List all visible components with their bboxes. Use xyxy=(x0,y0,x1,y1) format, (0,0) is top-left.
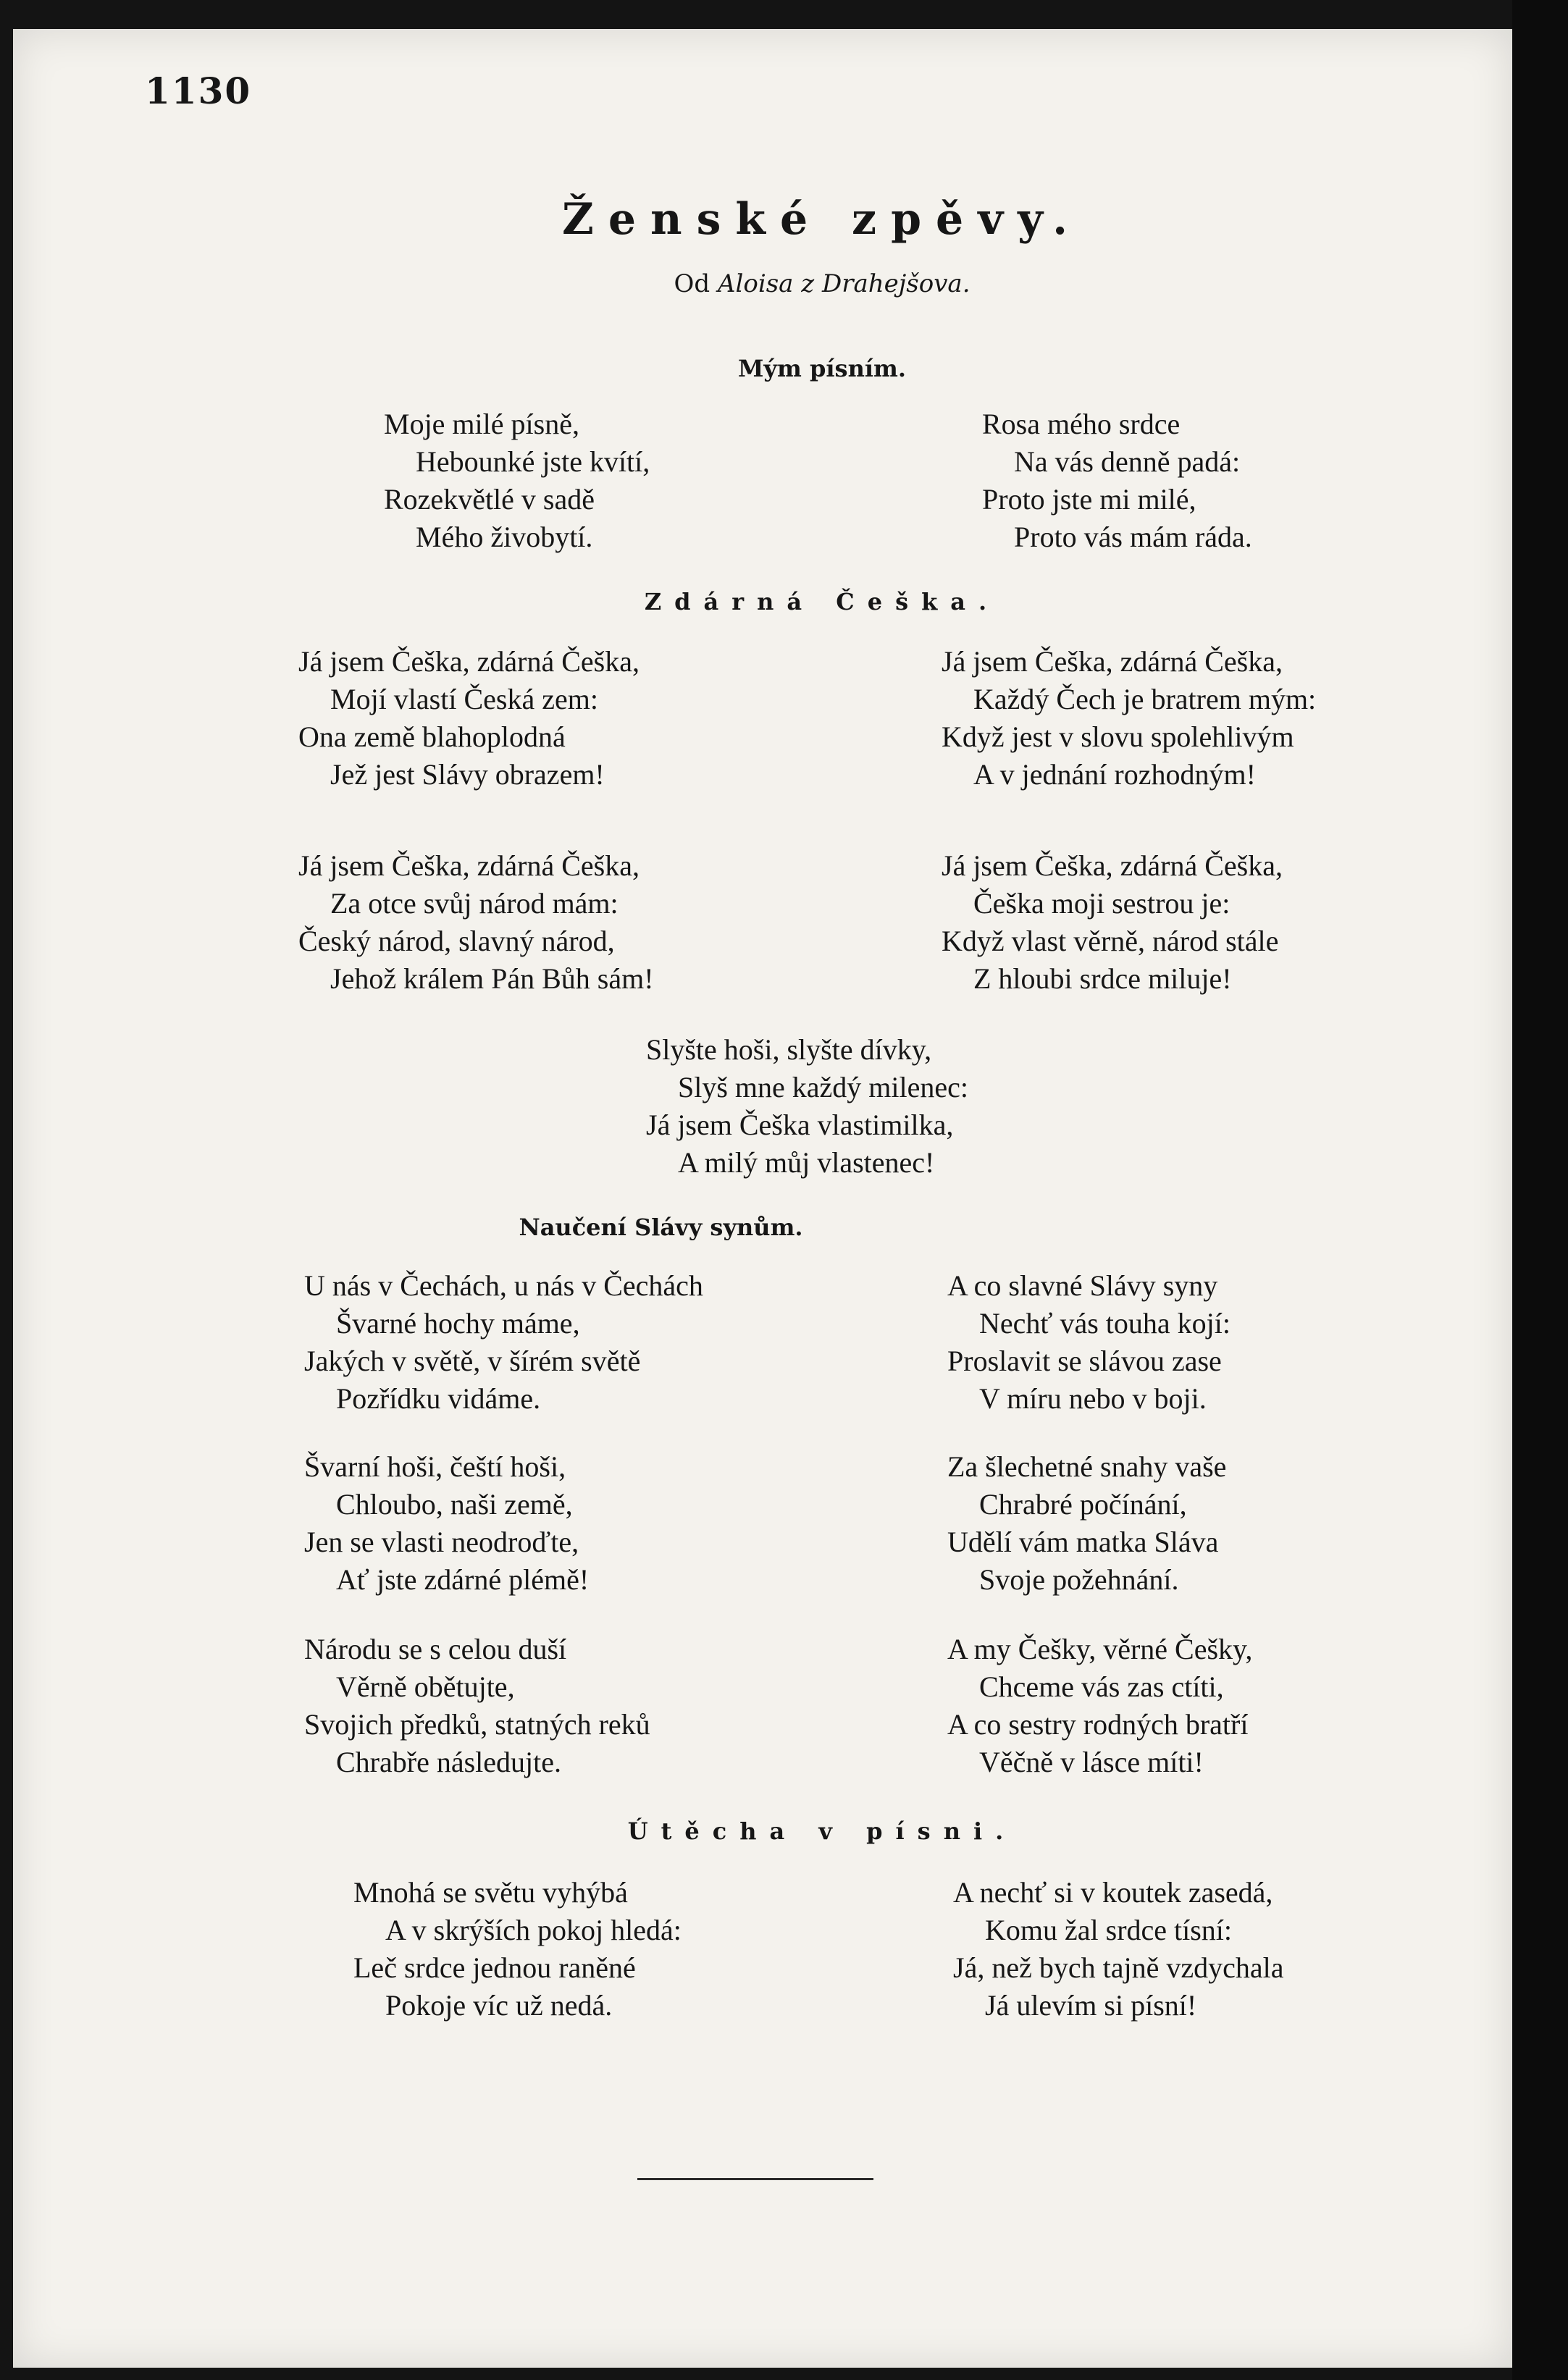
verse-line: V míru nebo v boji. xyxy=(979,1382,1207,1415)
verse-line: Proto jste mi milé, xyxy=(982,483,1196,516)
byline xyxy=(0,269,1568,298)
verse-line: Proto vás mám ráda. xyxy=(1014,521,1252,553)
stanza xyxy=(304,1631,650,1781)
verse-line: A co sestry rodných bratří xyxy=(947,1708,1249,1741)
verse-line: A v jednání rozhodným! xyxy=(973,758,1256,791)
verse-line: Každý Čech je bratrem mým: xyxy=(973,683,1317,715)
verse-line: Proslavit se slávou zase xyxy=(947,1345,1222,1377)
byline-prefix: Od xyxy=(674,269,710,298)
verse-line: Slyšte hoši, slyšte dívky, xyxy=(646,1033,932,1066)
verse-line: Mého živobytí. xyxy=(416,521,593,553)
stanza xyxy=(298,847,654,998)
verse-line: Já jsem Češka, zdárná Češka, xyxy=(298,849,640,882)
poem-title: Útěcha v písni. xyxy=(627,1817,1017,1845)
verse-line: Hebounké jste kvítí, xyxy=(416,445,650,478)
page-number: 1130 xyxy=(145,70,252,112)
verse-line: Slyš mne každý milenec: xyxy=(678,1071,969,1103)
stanza xyxy=(304,1267,703,1418)
stanza xyxy=(953,1874,1283,2024)
stanza xyxy=(304,1448,589,1599)
poem-title: Zdárná Češka. xyxy=(644,588,1000,615)
page-title: Ženské zpěvy. xyxy=(562,194,1082,245)
verse-line: A milý můj vlastenec! xyxy=(678,1146,935,1179)
verse-line: Leč srdce jednou raněné xyxy=(353,1951,636,1984)
stanza xyxy=(947,1448,1226,1599)
verse-line: Já, než bych tajně vzdychala xyxy=(953,1951,1284,1984)
stanza xyxy=(384,405,650,556)
verse-line: Ať jste zdárné plémě! xyxy=(336,1563,590,1596)
stanza xyxy=(947,1267,1230,1418)
verse-line: Ona země blahoplodná xyxy=(298,720,566,753)
verse-line: Chloubo, naši země, xyxy=(336,1488,573,1521)
verse-line: A co slavné Slávy syny xyxy=(947,1269,1218,1302)
verse-line: Jakých v světě, v šírém světě xyxy=(304,1345,641,1377)
verse-line: Komu žal srdce tísní: xyxy=(985,1914,1233,1946)
verse-line: Já jsem Češka vlastimilka, xyxy=(646,1109,954,1141)
verse-line: Moje milé písně, xyxy=(384,408,579,440)
verse-line: Udělí vám matka Sláva xyxy=(947,1526,1219,1558)
verse-line: Švarné hochy máme, xyxy=(336,1307,580,1340)
verse-line: Jež jest Slávy obrazem! xyxy=(330,758,605,791)
stanza xyxy=(353,1874,682,2024)
verse-line: Pokoje víc už nedá. xyxy=(385,1989,613,2022)
verse-line: Za otce svůj národ mám: xyxy=(330,887,619,920)
verse-line: Z hloubi srdce miluje! xyxy=(973,962,1232,995)
verse-line: Rosa mého srdce xyxy=(982,408,1181,440)
stanza xyxy=(947,1631,1252,1781)
verse-line: Češka moji sestrou je: xyxy=(973,887,1230,920)
verse-line: Když vlast věrně, národ stále xyxy=(942,925,1279,957)
byline-author: Aloisa z Drahejšova. xyxy=(717,269,970,298)
verse-line: Já ulevím si písní! xyxy=(985,1989,1197,2022)
poem-title: Naučení Slávy synům. xyxy=(519,1214,803,1241)
verse-line: Chceme vás zas ctíti, xyxy=(979,1670,1224,1703)
stanza xyxy=(982,405,1252,556)
end-rule xyxy=(637,2178,873,2180)
stanza xyxy=(942,643,1316,794)
stanza xyxy=(298,643,640,794)
stanza xyxy=(942,847,1283,998)
verse-line: Já jsem Češka, zdárná Češka, xyxy=(298,645,640,678)
verse-line: Národu se s celou duší xyxy=(304,1633,567,1665)
verse-line: Mojí vlastí Česká zem: xyxy=(330,683,598,715)
verse-line: Jehož králem Pán Bůh sám! xyxy=(330,962,654,995)
verse-line: Svoje požehnání. xyxy=(979,1563,1179,1596)
verse-line: Chrabré počínání, xyxy=(979,1488,1187,1521)
verse-line: Já jsem Češka, zdárná Češka, xyxy=(942,849,1283,882)
verse-line: Věčně v lásce míti! xyxy=(979,1746,1204,1778)
verse-line: Jen se vlasti neodroďte, xyxy=(304,1526,579,1558)
verse-line: A v skrýších pokoj hledá: xyxy=(385,1914,682,1946)
verse-line: Nechť vás touha kojí: xyxy=(979,1307,1231,1340)
verse-line: Svojich předků, statných reků xyxy=(304,1708,650,1741)
verse-line: Český národ, slavný národ, xyxy=(298,925,615,957)
verse-line: Pozřídku vidáme. xyxy=(336,1382,541,1415)
verse-line: Mnohá se světu vyhýbá xyxy=(353,1876,628,1909)
stanza xyxy=(646,1031,968,1182)
verse-line: Já jsem Češka, zdárná Češka, xyxy=(942,645,1283,678)
verse-line: A nechť si v koutek zasedá, xyxy=(953,1876,1273,1909)
verse-line: A my Češky, věrné Češky, xyxy=(947,1633,1253,1665)
verse-line: Věrně obětujte, xyxy=(336,1670,515,1703)
verse-line: U nás v Čechách, u nás v Čechách xyxy=(304,1269,703,1302)
verse-line: Rozekvětlé v sadě xyxy=(384,483,595,516)
verse-line: Na vás denně padá: xyxy=(1014,445,1241,478)
verse-line: Švarní hoši, čeští hoši, xyxy=(304,1450,566,1483)
poem-title: Mým písním. xyxy=(738,355,906,382)
verse-line: Když jest v slovu spolehlivým xyxy=(942,720,1294,753)
verse-line: Za šlechetné snahy vaše xyxy=(947,1450,1227,1483)
verse-line: Chrabře následujte. xyxy=(336,1746,561,1778)
